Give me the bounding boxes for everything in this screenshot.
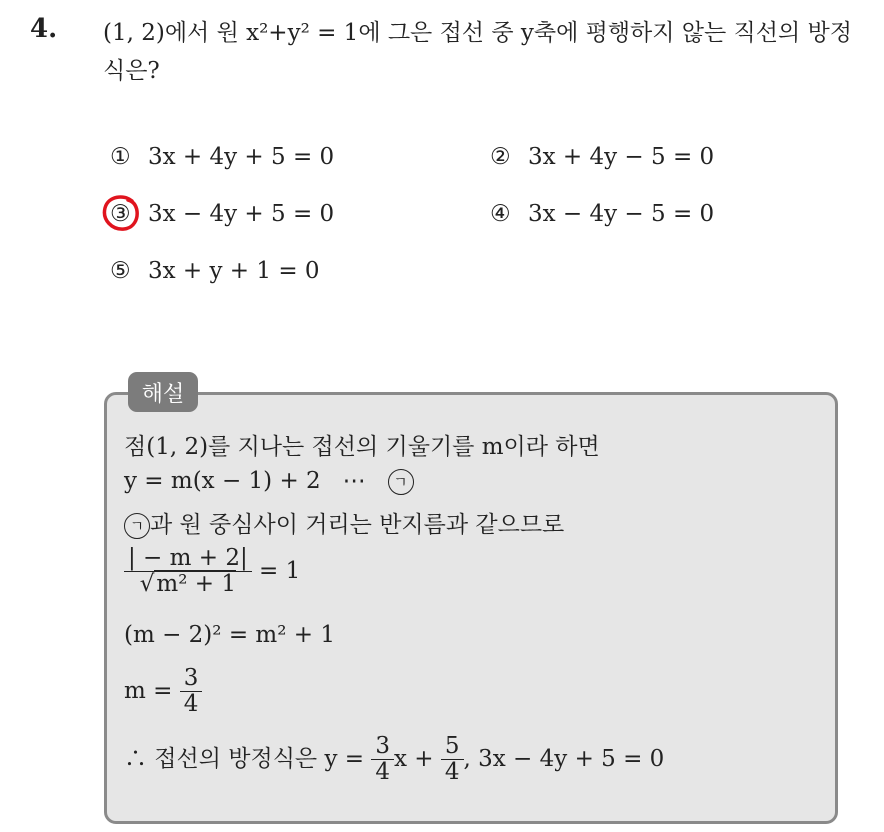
intercept-fraction xyxy=(441,734,464,786)
solution-tag: 해설 xyxy=(128,372,198,412)
coefficient-fraction xyxy=(371,734,394,786)
solution-line-7 xyxy=(124,734,664,786)
choice-text: 3x − 4y + 5 = 0 xyxy=(148,201,335,227)
fraction-numerator: | − m + 2| xyxy=(124,546,252,572)
choice-3[interactable] xyxy=(110,201,334,227)
answer-circle-mark xyxy=(102,193,140,233)
slope-lhs: m = xyxy=(124,677,173,704)
fraction-denominator: 4 xyxy=(444,759,460,786)
sqrt-radicand: m² + 1 xyxy=(156,571,236,598)
giyeok-circle-icon: ㄱ xyxy=(124,513,150,539)
choice-mark: ② xyxy=(490,144,511,170)
choice-2[interactable] xyxy=(490,144,714,170)
tangent-equation: y = m(x − 1) + 2 xyxy=(124,468,321,494)
conclusion-prefix: ∴ 접선의 방정식은 y = xyxy=(124,745,365,772)
fraction-numerator: 3 xyxy=(180,666,203,692)
fraction-denominator: 4 xyxy=(183,691,199,718)
solution-line-5: (m − 2)² = m² + 1 xyxy=(124,622,335,648)
choice-text: 3x + y + 1 = 0 xyxy=(148,258,320,284)
fraction-rhs: = 1 xyxy=(259,557,301,584)
question-number: 4. xyxy=(30,14,58,44)
solution-line-4 xyxy=(124,546,300,598)
solution-line-1: 점(1, 2)를 지나는 접선의 기울기를 m이라 하면 xyxy=(124,434,600,460)
distance-fraction xyxy=(124,546,252,598)
solution-line-3-text: 과 원 중심사이 거리는 반지름과 같으므로 xyxy=(150,512,565,538)
solution-line-2 xyxy=(124,468,414,495)
choice-mark: ① xyxy=(110,144,131,170)
solution-line-6 xyxy=(124,666,202,718)
choice-mark: ④ xyxy=(490,201,511,227)
conclusion-mid: x + xyxy=(394,745,434,772)
choice-4[interactable] xyxy=(490,201,714,227)
choice-text: 3x + 4y − 5 = 0 xyxy=(528,144,715,170)
conclusion-suffix: , 3x − 4y + 5 = 0 xyxy=(463,745,665,772)
fraction-denominator: 4 xyxy=(375,759,390,786)
slope-fraction xyxy=(180,666,203,718)
choice-1[interactable] xyxy=(110,144,334,170)
fraction-numerator: 3 xyxy=(371,734,394,760)
choice-mark: ③ xyxy=(110,201,131,227)
choice-5[interactable] xyxy=(110,258,320,284)
choice-mark: ⑤ xyxy=(110,258,131,284)
question-text: (1, 2)에서 원 x²+y² = 1에 그은 접선 중 y축에 평행하지 않는 직선의 방정식은? xyxy=(103,20,852,84)
choice-text: 3x − 4y − 5 = 0 xyxy=(528,201,715,227)
choice-text: 3x + 4y + 5 = 0 xyxy=(148,144,335,170)
solution-line-3 xyxy=(124,506,564,539)
ellipsis: ⋯ xyxy=(342,468,366,494)
giyeok-circle-icon: ㄱ xyxy=(388,469,414,495)
fraction-denominator: √m² + 1 xyxy=(139,571,236,598)
fraction-numerator: 5 xyxy=(441,734,464,760)
